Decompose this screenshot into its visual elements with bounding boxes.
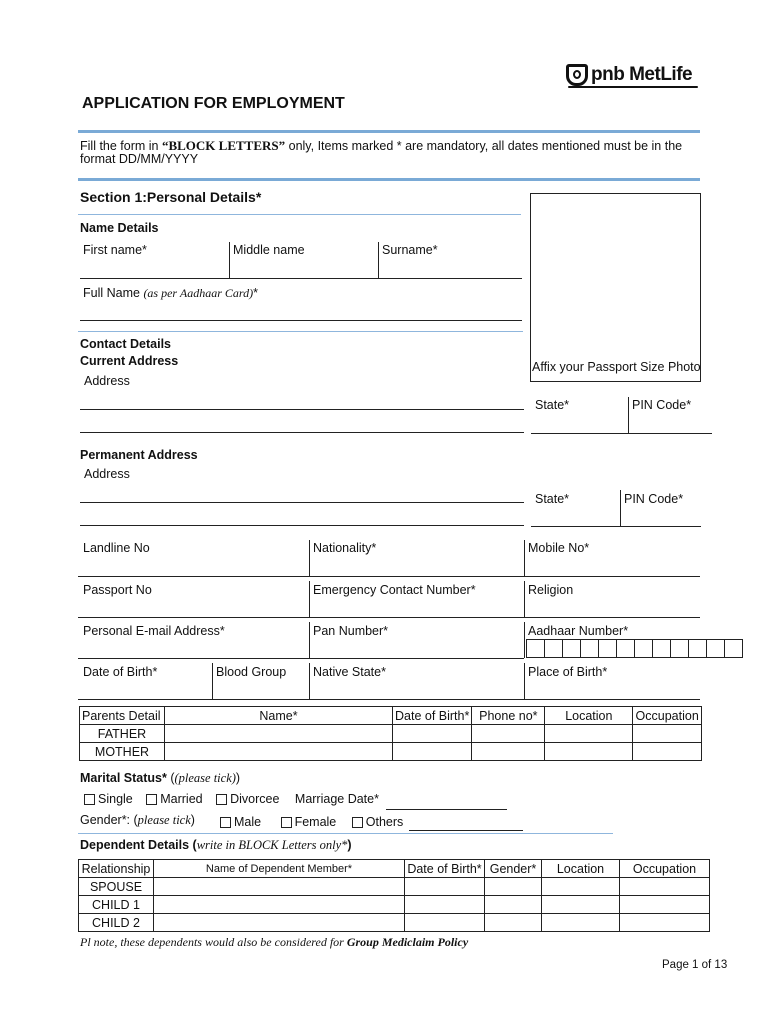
- marriage-date-label: Marriage Date*: [294, 792, 379, 806]
- table-header-row: [79, 860, 710, 878]
- table-header: Date of Birth*: [405, 860, 485, 878]
- table-header: Occupation: [620, 860, 710, 878]
- first-name-label: First name*: [83, 243, 147, 257]
- section-title: Section 1:Personal Details*: [80, 189, 262, 205]
- row-passport-line[interactable]: [78, 617, 700, 618]
- page-number: Page 1 of 13: [662, 959, 728, 971]
- religion-label: Religion: [528, 583, 574, 597]
- table-header: Phone no*: [472, 707, 545, 725]
- table-header: Gender*: [485, 860, 542, 878]
- current-address-label: Address: [84, 374, 130, 388]
- permanent-state-label: State*: [535, 492, 570, 506]
- checkbox-female[interactable]: Female: [281, 815, 337, 829]
- mobile-label: Mobile No*: [528, 541, 590, 555]
- checkbox-male[interactable]: Male: [220, 815, 261, 829]
- current-address-line-2[interactable]: [80, 432, 524, 433]
- row-label: CHILD 1: [79, 896, 154, 914]
- photo-box: [530, 193, 701, 382]
- instructions-divider: [78, 178, 700, 181]
- full-name-label: Full Name (as per Aadhaar Card)*: [83, 286, 258, 300]
- dependent-details-label: Dependent Details (write in BLOCK Letters only*): [80, 838, 352, 852]
- full-name-field-line[interactable]: [80, 320, 522, 321]
- emergency-contact-label: Emergency Contact Number*: [313, 583, 476, 597]
- logo-underline: [568, 86, 698, 88]
- dependent-footnote: Pl note, these dependents would also be considered for Group Mediclaim Policy: [80, 935, 469, 949]
- row-label: MOTHER: [80, 743, 165, 761]
- pan-label: Pan Number*: [313, 624, 389, 638]
- aadhaar-label: Aadhaar Number*: [528, 624, 629, 638]
- table-header: Name*: [165, 707, 393, 725]
- marital-status-label: Marital Status* ((please tick)): [80, 771, 241, 785]
- checkbox-others[interactable]: Others: [352, 815, 404, 829]
- middle-name-label: Middle name: [233, 243, 305, 257]
- contact-details-heading: Contact Details: [80, 337, 171, 351]
- checkbox-divorcee[interactable]: Divorcee: [216, 792, 279, 806]
- parents-table: [79, 706, 702, 761]
- gender-others-line[interactable]: [409, 830, 523, 831]
- logo-text: pnb MetLife: [591, 64, 693, 85]
- permanent-pin-label: PIN Code*: [624, 492, 684, 506]
- section-divider: [78, 214, 521, 215]
- table-row: [79, 896, 710, 914]
- dob-label: Date of Birth*: [83, 665, 158, 679]
- row-landline-line[interactable]: [78, 576, 700, 577]
- permanent-address-label: Address: [84, 467, 130, 481]
- email-label: Personal E-mail Address*: [83, 624, 225, 638]
- native-state-label: Native State*: [313, 665, 386, 679]
- permanent-address-line-2[interactable]: [80, 525, 524, 526]
- table-header-row: [80, 707, 702, 725]
- surname-label: Surname*: [382, 243, 438, 257]
- row-dob-line[interactable]: [78, 699, 700, 700]
- name-details-heading: Name Details: [80, 221, 159, 235]
- nationality-label: Nationality*: [313, 541, 377, 555]
- table-header: Date of Birth*: [393, 707, 472, 725]
- table-header: Occupation: [633, 707, 702, 725]
- permanent-address-line-1[interactable]: [80, 502, 524, 503]
- permanent-state-pin-line[interactable]: [531, 526, 701, 527]
- name-field-line[interactable]: [80, 278, 522, 279]
- checkbox-married[interactable]: Married: [146, 792, 202, 806]
- current-address-heading: Current Address: [80, 354, 179, 368]
- current-address-line-1[interactable]: [80, 409, 524, 410]
- place-of-birth-label: Place of Birth*: [528, 665, 608, 679]
- table-row: [79, 914, 710, 932]
- title-divider: [78, 130, 700, 133]
- row-label: CHILD 2: [79, 914, 154, 932]
- table-header: Name of Dependent Member*: [154, 860, 405, 878]
- table-header: Parents Detail: [80, 707, 165, 725]
- current-pin-label: PIN Code*: [632, 398, 692, 412]
- row-email-line[interactable]: [78, 658, 524, 659]
- row-label: FATHER: [80, 725, 165, 743]
- permanent-address-heading: Permanent Address: [80, 448, 198, 462]
- table-header: Relationship: [79, 860, 154, 878]
- logo-shield-icon: [566, 64, 588, 86]
- table-row: [79, 878, 710, 896]
- blood-group-label: Blood Group: [216, 665, 287, 679]
- gender-options: [220, 815, 403, 829]
- instructions: Fill the form in “BLOCK LETTERS” only, Items marked * are mandatory, all dates mentioned must be in the format DD/MM/YYYY: [80, 138, 683, 166]
- table-row: [80, 743, 702, 761]
- row-label: SPOUSE: [79, 878, 154, 896]
- passport-label: Passport No: [83, 583, 152, 597]
- table-row: [80, 725, 702, 743]
- page-title: APPLICATION FOR EMPLOYMENT: [82, 95, 345, 112]
- landline-label: Landline No: [83, 541, 150, 555]
- table-header: Location: [542, 860, 620, 878]
- current-state-pin-line[interactable]: [531, 433, 712, 434]
- dependent-table: [78, 859, 710, 932]
- marriage-date-line[interactable]: [386, 809, 507, 810]
- gender-label: Gender*: (please tick): [80, 813, 195, 827]
- aadhaar-boxes[interactable]: [526, 639, 743, 658]
- marital-options: [84, 792, 379, 806]
- current-state-label: State*: [535, 398, 570, 412]
- table-header: Location: [545, 707, 633, 725]
- photo-label: Affix your Passport Size Photo: [532, 360, 701, 374]
- checkbox-single[interactable]: Single: [84, 792, 133, 806]
